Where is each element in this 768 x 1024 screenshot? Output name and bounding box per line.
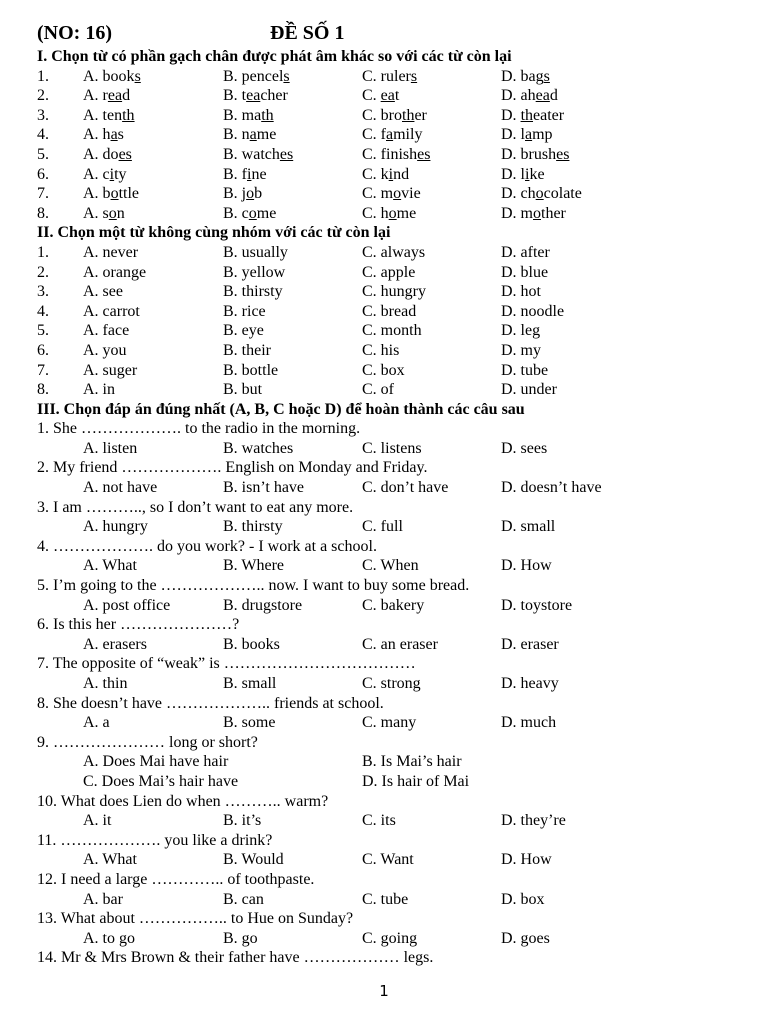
option-b: B. Is Mai’s hair: [362, 753, 462, 771]
option-c: C. hungry: [362, 283, 426, 301]
item-number: 7.: [37, 361, 49, 379]
option-c: C. Want: [362, 851, 414, 869]
option-b: B. isn’t have: [223, 479, 305, 497]
underlined-sound: a: [110, 126, 118, 144]
option-c: C. many: [362, 714, 417, 732]
option-a: A. books: [83, 67, 141, 85]
option-a: A. it: [83, 812, 112, 830]
question-line: 1. She ………………. to the radio in the morning.: [37, 420, 361, 438]
option-d: D. small: [501, 518, 556, 536]
option-a: A. erasers: [83, 635, 147, 653]
underlined-sound: i: [388, 165, 394, 183]
option-d: D. box: [501, 890, 545, 908]
option-c: C. its: [362, 812, 396, 830]
underlined-sound: s: [543, 67, 550, 85]
option-b: B. teacher: [223, 87, 288, 105]
underlined-sound: a: [386, 126, 394, 144]
option-d: D. bags: [501, 67, 550, 85]
option-d: D. under: [501, 381, 557, 399]
item-number: 4.: [37, 302, 49, 320]
underlined-sound: s: [410, 67, 418, 85]
option-a: A. tenth: [83, 106, 135, 124]
item-number: 5.: [37, 322, 49, 340]
option-c: C. an eraser: [362, 635, 438, 653]
underlined-sound: s: [283, 67, 290, 85]
underlined-sound: o: [108, 204, 117, 222]
option-d: D. they’re: [501, 812, 566, 830]
option-b: B. eye: [223, 322, 264, 340]
option-b: B. usually: [223, 243, 288, 261]
option-b: B. come: [223, 204, 277, 222]
option-a: A. orange: [83, 263, 147, 281]
option-c: C. finishes: [362, 145, 431, 163]
item-number: 7.: [37, 185, 49, 203]
option-a: A. never: [83, 243, 139, 261]
option-d: D. much: [501, 714, 557, 732]
option-d: D. lamp: [501, 126, 553, 144]
option-a: A. a: [83, 714, 110, 732]
option-d: D. goes: [501, 929, 550, 947]
item-number: 1.: [37, 67, 49, 85]
item-number: 2.: [37, 87, 49, 105]
option-b: B. thirsty: [223, 283, 283, 301]
option-a: A. son: [83, 204, 125, 222]
option-d: D. theater: [501, 106, 565, 124]
option-b: B. small: [223, 675, 277, 692]
option-a: A. to go: [83, 929, 135, 947]
option-b: B. math: [223, 106, 274, 124]
option-d: D. How: [501, 557, 552, 575]
option-c: C. brother: [362, 106, 427, 124]
option-c: C. When: [362, 557, 419, 575]
option-c: C. kind: [362, 165, 410, 183]
item-number: 6.: [37, 341, 49, 359]
option-b: B. watches: [223, 145, 294, 163]
underlined-sound: i: [525, 165, 530, 183]
underlined-sound: ea: [380, 87, 395, 105]
option-c: C. movie: [362, 185, 421, 203]
underlined-sound: es: [417, 145, 431, 163]
option-c: C. bread: [362, 302, 417, 320]
option-b: B. their: [223, 341, 271, 359]
section-1-heading: I. Chọn từ có phần gạch chân được phát âm khác so với các từ còn lại: [37, 48, 512, 65]
underlined-sound: o: [110, 185, 119, 203]
option-c: C. rulers: [362, 67, 418, 85]
item-number: 2.: [37, 263, 49, 281]
question-line: 3. I am ……….., so I don’t want to eat any more.: [37, 498, 354, 516]
underlined-sound: th: [261, 106, 274, 124]
option-c: C. don’t have: [362, 479, 449, 497]
question-line: 2. My friend ………………. English on Monday and Friday.: [37, 459, 428, 477]
underlined-sound: th: [520, 106, 534, 124]
option-a: A. thin: [83, 675, 128, 692]
option-a: A. suger: [83, 361, 138, 379]
underlined-sound: o: [535, 185, 544, 203]
option-d: D. How: [501, 851, 552, 869]
worksheet-page: [37, 22, 737, 968]
options-row: [37, 596, 737, 616]
option-c: C. eat: [362, 87, 400, 105]
option-b: B. some: [223, 714, 276, 732]
option-c: C. of: [362, 381, 394, 399]
option-b: B. thirsty: [223, 518, 283, 536]
option-d: D. brushes: [501, 145, 570, 163]
underlined-sound: th: [402, 106, 415, 124]
question-line: 9. ………………… long or short?: [37, 733, 258, 751]
option-a: A. you: [83, 341, 127, 359]
option-c: C. tube: [362, 890, 409, 908]
option-d: D. mother: [501, 204, 566, 222]
option-d: D. heavy: [501, 675, 559, 692]
option-b: B. job: [223, 185, 263, 203]
underlined-sound: o: [388, 204, 397, 222]
option-a: A. What: [83, 557, 137, 575]
underlined-sound: o: [533, 204, 541, 222]
option-a: A. read: [83, 87, 131, 105]
question-line: 6. Is this her …………………?: [37, 616, 240, 634]
question-line: 14. Mr & Mrs Brown & their father have ……………… legs.: [37, 949, 434, 967]
test-number: (NO: 16): [37, 22, 112, 44]
option-b: B. it’s: [223, 812, 262, 830]
option-a: A. city: [83, 165, 127, 183]
item-number: 3.: [37, 283, 49, 301]
underlined-sound: i: [109, 165, 115, 183]
item-number: 5.: [37, 145, 49, 163]
section-1-rows: [37, 67, 737, 224]
options-row: [37, 556, 737, 576]
underlined-sound: o: [246, 185, 255, 203]
option-d: D. toystore: [501, 596, 573, 614]
underlined-sound: o: [248, 204, 257, 222]
underlined-sound: es: [556, 145, 570, 163]
question-line: 10. What does Lien do when ……….. warm?: [37, 792, 329, 810]
option-c: C. home: [362, 204, 417, 222]
underlined-sound: th: [122, 106, 135, 124]
option-b: B. Would: [223, 851, 284, 869]
underlined-sound: s: [134, 67, 141, 85]
option-a: A. does: [83, 145, 132, 163]
option-a: A. has: [83, 126, 124, 144]
options-row: [37, 517, 737, 537]
option-d: D. after: [501, 243, 550, 261]
section-2-row: [37, 341, 737, 361]
option-b: B. rice: [223, 302, 266, 320]
question-line: 12. I need a large ………….. of toothpaste.: [37, 870, 315, 888]
option-a: A. Does Mai have hair: [83, 753, 229, 771]
page-number: 1: [379, 982, 389, 1000]
option-d: D. noodle: [501, 302, 565, 320]
section-1-row: [37, 86, 737, 106]
options-row: [37, 772, 737, 792]
option-d: D. my: [501, 341, 541, 359]
section-2-heading: II. Chọn một từ không cùng nhóm với các từ còn lại: [37, 224, 391, 242]
underlined-sound: o: [393, 185, 402, 203]
section-2-row: [37, 243, 737, 263]
options-row: [37, 752, 737, 772]
section-1-row: [37, 204, 737, 224]
option-c: C. family: [362, 126, 423, 144]
options-row: [37, 811, 737, 831]
section-3-heading: III. Chọn đáp án đúng nhất (A, B, C hoặc D) để hoàn thành các câu sau: [37, 400, 525, 418]
option-c: C. box: [362, 361, 405, 379]
option-c: C. month: [362, 322, 422, 340]
option-b: B. books: [223, 635, 280, 653]
option-b: B. can: [223, 890, 264, 908]
option-d: D. hot: [501, 283, 541, 301]
section-1-row: [37, 67, 737, 87]
option-a: A. face: [83, 322, 130, 340]
option-b: B. bottle: [223, 361, 279, 379]
section-1-row: [37, 106, 737, 126]
question-line: 5. I’m going to the ……………….. now. I want to buy some bread.: [37, 577, 470, 595]
section-2-row: [37, 321, 737, 341]
option-a: A. post office: [83, 596, 171, 614]
item-number: 1.: [37, 243, 49, 261]
options-row: [37, 439, 737, 459]
option-d: D. like: [501, 165, 545, 183]
question-line: 13. What about …………….. to Hue on Sunday?: [37, 910, 354, 928]
question-line: 4. ………………. do you work? - I work at a school.: [37, 537, 377, 555]
option-b: B. go: [223, 929, 258, 947]
section-2-row: [37, 263, 737, 283]
options-row: [37, 929, 737, 949]
option-c: C. always: [362, 243, 426, 261]
question-line: 11. ………………. you like a drink?: [37, 831, 273, 849]
options-row: [37, 850, 737, 870]
worksheet-title: [37, 22, 737, 47]
item-number: 4.: [37, 126, 49, 144]
section-1-row: [37, 125, 737, 145]
option-d: D. chocolate: [501, 185, 582, 203]
question-line: 7. The opposite of “weak” is ………………………………: [37, 655, 416, 673]
option-d: D. eraser: [501, 635, 559, 653]
option-b: B. drugstore: [223, 596, 303, 614]
section-2-rows: [37, 243, 737, 400]
underlined-sound: i: [247, 165, 252, 183]
option-d: D. ahead: [501, 87, 558, 105]
option-c: C. full: [362, 518, 403, 536]
option-a: A. in: [83, 381, 115, 399]
option-a: A. carrot: [83, 302, 140, 320]
option-c: C. strong: [362, 675, 421, 692]
options-row: [37, 713, 737, 733]
options-row: [37, 635, 737, 655]
option-b: B. pencels: [223, 67, 290, 85]
underlined-sound: ea: [535, 87, 550, 105]
option-d: D. doesn’t have: [501, 479, 602, 497]
option-b: B. but: [223, 381, 263, 399]
option-a: A. see: [83, 283, 123, 301]
option-a: A. bar: [83, 890, 123, 908]
option-a: A. What: [83, 851, 137, 869]
underlined-sound: ea: [107, 87, 123, 105]
option-d: D. leg: [501, 322, 541, 340]
question-line: 8. She doesn’t have ……………….. friends at school.: [37, 694, 384, 712]
option-b: B. name: [223, 126, 277, 144]
section-2-row: [37, 380, 737, 400]
option-c: C. listens: [362, 439, 422, 457]
option-d: D. blue: [501, 263, 549, 281]
option-a: A. not have: [83, 479, 158, 497]
section-1-row: [37, 184, 737, 204]
options-row: [37, 478, 737, 498]
option-c: C. Does Mai’s hair have: [83, 772, 239, 790]
underlined-sound: ea: [246, 87, 261, 105]
item-number: 8.: [37, 381, 49, 399]
options-row: [37, 890, 737, 910]
option-d: D. tube: [501, 361, 549, 379]
underlined-sound: a: [249, 126, 257, 144]
section-2-row: [37, 361, 737, 381]
item-number: 3.: [37, 106, 49, 124]
option-b: B. Where: [223, 557, 285, 575]
section-2-row: [37, 302, 737, 322]
option-d: D. sees: [501, 439, 548, 457]
item-number: 8.: [37, 204, 49, 222]
options-row: [37, 674, 737, 694]
section-1-row: [37, 165, 737, 185]
underlined-sound: a: [525, 126, 533, 144]
option-a: A. bottle: [83, 185, 139, 203]
option-b: B. fine: [223, 165, 267, 183]
test-title: ĐỀ SỐ 1: [270, 22, 345, 44]
option-c: C. apple: [362, 263, 416, 281]
option-c: C. bakery: [362, 596, 425, 614]
option-b: B. yellow: [223, 263, 286, 281]
underlined-sound: es: [279, 145, 294, 163]
section-2-row: [37, 282, 737, 302]
option-a: A. listen: [83, 439, 138, 457]
section-1-row: [37, 145, 737, 165]
option-b: B. watches: [223, 439, 294, 457]
option-c: C. his: [362, 341, 400, 359]
item-number: 6.: [37, 165, 49, 183]
option-a: A. hungry: [83, 518, 148, 536]
underlined-sound: es: [118, 145, 132, 163]
option-d: D. Is hair of Mai: [362, 772, 470, 790]
option-c: C. going: [362, 929, 418, 947]
